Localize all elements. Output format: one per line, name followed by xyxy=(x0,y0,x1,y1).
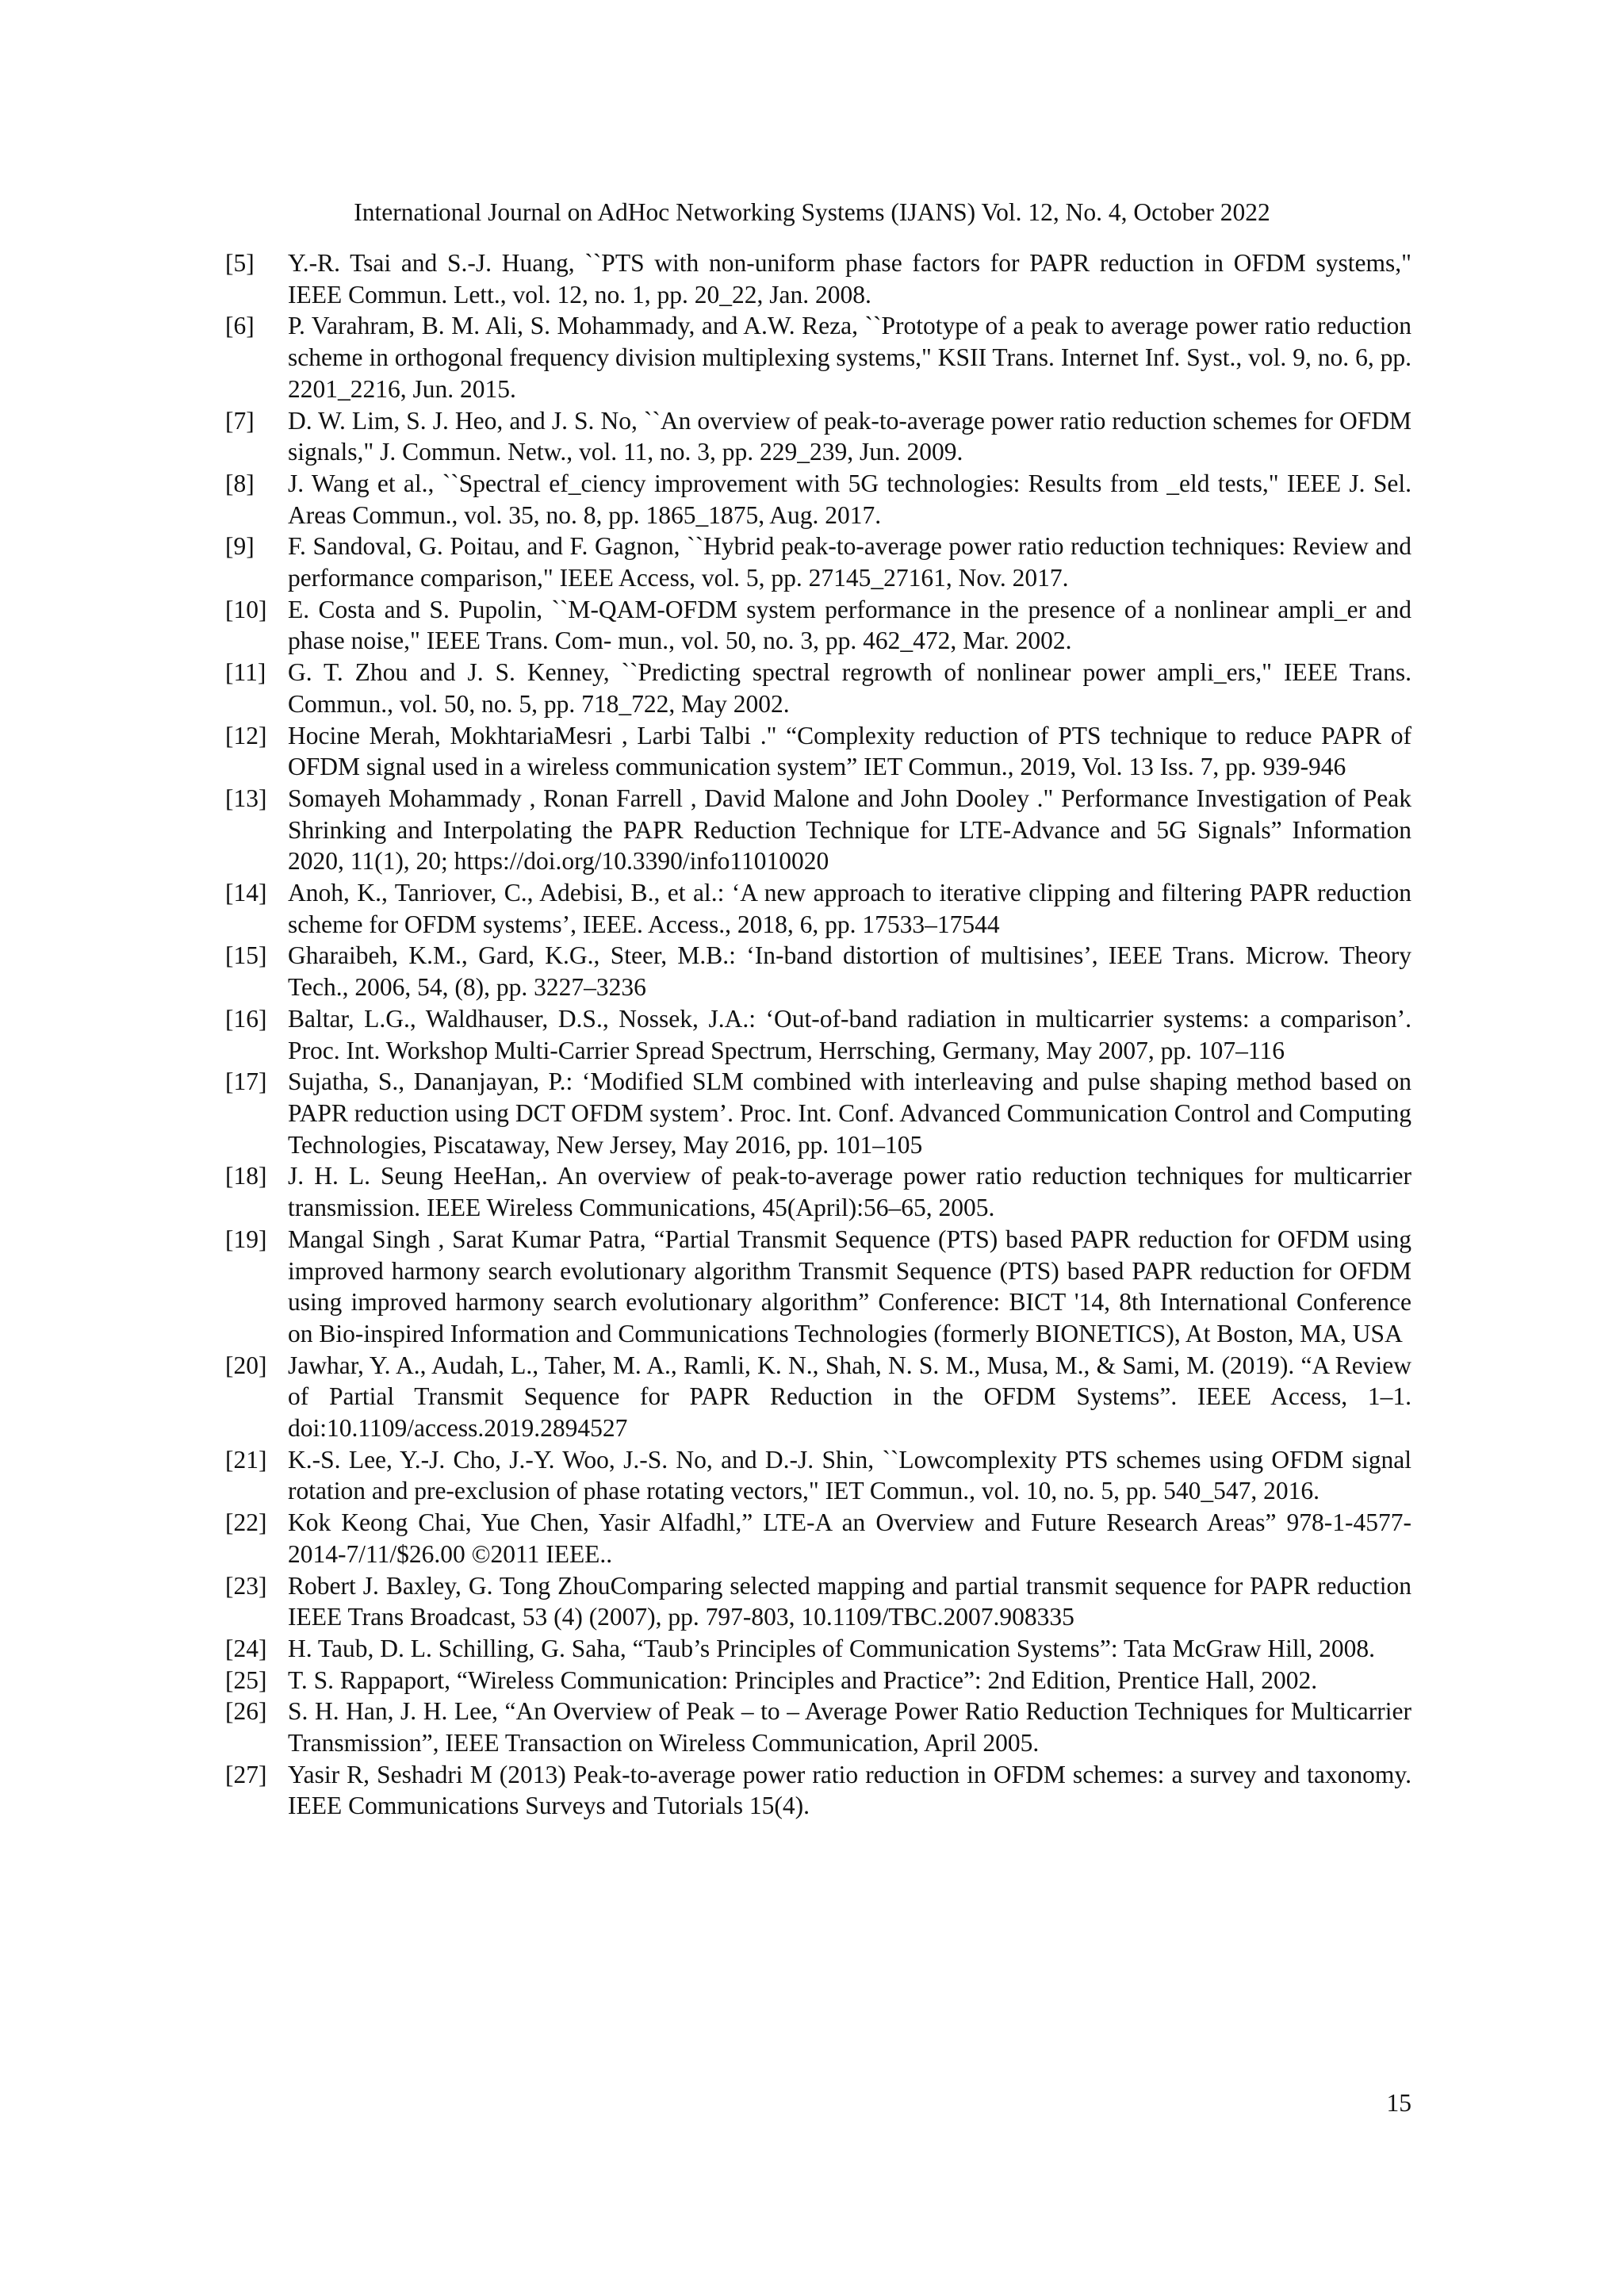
reference-item xyxy=(225,940,1411,1002)
reference-number: [5] xyxy=(225,249,255,277)
reference-item xyxy=(225,1350,1411,1444)
reference-text: Somayeh Mohammady , Ronan Farrell , David Malone and John Dooley ." Performance Investigation of Peak Shrinking and Interpolating the PAPR Reduction Technique for LTE-Advance and 5G Signals” Information 2020, 11(1), 20; https://doi.org/10.3390/info11010020 xyxy=(288,784,1411,876)
reference-item xyxy=(225,247,1411,310)
reference-item xyxy=(225,1066,1411,1160)
reference-text: Baltar, L.G., Waldhauser, D.S., Nossek, J.A.: ‘Out-of-band radiation in multicarrier systems: a comparison’. Proc. Int. Workshop Multi-Carrier Spread Spectrum, Herrsching, Germany, May 2007, pp. 107–116 xyxy=(288,1004,1411,1064)
reference-item xyxy=(225,310,1411,404)
running-header: International Journal on AdHoc Networking Systems (IJANS) Vol. 12, No. 4, October 2022 xyxy=(354,198,1270,226)
reference-item xyxy=(225,1633,1411,1665)
reference-item xyxy=(225,1444,1411,1507)
reference-number: [21] xyxy=(225,1445,267,1474)
reference-item xyxy=(225,1759,1411,1822)
reference-number: [25] xyxy=(225,1665,267,1694)
reference-text: Robert J. Baxley, G. Tong ZhouComparing selected mapping and partial transmit sequence for PAPR reduction IEEE Trans Broadcast, 53 (4) (2007), pp. 797-803, 10.1109/TBC.2007.908335 xyxy=(288,1571,1411,1631)
reference-text: Y.-R. Tsai and S.-J. Huang, ``PTS with non-uniform phase factors for PAPR reduction in OFDM systems," IEEE Commun. Lett., vol. 12, no. 1, pp. 20_22, Jan. 2008. xyxy=(288,249,1411,309)
reference-item xyxy=(225,877,1411,940)
reference-item xyxy=(225,1665,1411,1696)
reference-item xyxy=(225,1507,1411,1570)
reference-text: Jawhar, Y. A., Audah, L., Taher, M. A., Ramli, K. N., Shah, N. S. M., Musa, M., & Sami, M. (2019). “A Review of Partial Transmit Sequence for PAPR Reduction in the OFDM Systems”. IEEE Access, 1–1. doi:10.1109/access.2019.2894527 xyxy=(288,1351,1411,1443)
reference-text: J. Wang et al., ``Spectral ef_ciency improvement with 5G technologies: Results from _eld tests," IEEE J. Sel. Areas Commun., vol. 35, no. 8, pp. 1865_1875, Aug. 2017. xyxy=(288,469,1411,529)
reference-text: K.-S. Lee, Y.-J. Cho, J.-Y. Woo, J.-S. No, and D.-J. Shin, ``Lowcomplexity PTS schemes using OFDM signal rotation and pre-exclusion of phase rotating vectors," IET Commun., vol. 10, no. 5, pp. 540_547, 2016. xyxy=(288,1445,1411,1505)
reference-item xyxy=(225,468,1411,531)
reference-text: G. T. Zhou and J. S. Kenney, ``Predicting spectral regrowth of nonlinear power ampli_ers," IEEE Trans. Commun., vol. 50, no. 5, pp. 718_722, May 2002. xyxy=(288,658,1411,718)
reference-text: P. Varahram, B. M. Ali, S. Mohammady, and A.W. Reza, ``Prototype of a peak to average power ratio reduction scheme in orthogonal frequency division multiplexing systems," KSII Trans. Internet Inf. Syst., vol. 9, no. 6, pp. 2201_2216, Jun. 2015. xyxy=(288,312,1411,403)
page-number: 15 xyxy=(1386,2089,1411,2117)
reference-number: [8] xyxy=(225,469,255,497)
reference-item xyxy=(225,531,1411,593)
reference-number: [27] xyxy=(225,1760,267,1788)
reference-number: [26] xyxy=(225,1697,267,1726)
reference-item xyxy=(225,720,1411,783)
reference-number: [17] xyxy=(225,1068,267,1096)
reference-number: [6] xyxy=(225,312,255,340)
reference-number: [12] xyxy=(225,721,267,749)
reference-text: H. Taub, D. L. Schilling, G. Saha, “Taub’s Principles of Communication Systems”: Tata McGraw Hill, 2008. xyxy=(288,1634,1376,1662)
reference-text: E. Costa and S. Pupolin, ``M-QAM-OFDM system performance in the presence of a nonlinear ampli_er and phase noise," IEEE Trans. Com- mun., vol. 50, no. 3, pp. 462_472, Mar. 2002. xyxy=(288,595,1411,655)
reference-number: [7] xyxy=(225,406,255,435)
reference-text: Gharaibeh, K.M., Gard, K.G., Steer, M.B.: ‘In-band distortion of multisines’, IEEE Trans. Microw. Theory Tech., 2006, 54, (8), pp. 3227–3236 xyxy=(288,941,1411,1002)
reference-text: Sujatha, S., Dananjayan, P.: ‘Modified SLM combined with interleaving and pulse shaping method based on PAPR reduction using DCT OFDM system’. Proc. Int. Conf. Advanced Communication Control and Computing Technologies, Piscataway, New Jersey, May 2016, pp. 101–105 xyxy=(288,1068,1411,1159)
reference-text: D. W. Lim, S. J. Heo, and J. S. No, ``An overview of peak-to-average power ratio reduction schemes for OFDM signals," J. Commun. Netw., vol. 11, no. 3, pp. 229_239, Jun. 2009. xyxy=(288,406,1411,466)
reference-text: Yasir R, Seshadri M (2013) Peak-to-average power ratio reduction in OFDM schemes: a survey and taxonomy. IEEE Communications Surveys and Tutorials 15(4). xyxy=(288,1760,1411,1820)
reference-item xyxy=(225,1160,1411,1223)
reference-text: Kok Keong Chai, Yue Chen, Yasir Alfadhl,” LTE-A an Overview and Future Research Areas” 978-1-4577-2014-7/11/$26.00 ©2011 IEEE.. xyxy=(288,1508,1411,1568)
reference-number: [16] xyxy=(225,1004,267,1033)
reference-number: [9] xyxy=(225,532,255,561)
reference-text: J. H. L. Seung HeeHan,. An overview of peak-to-average power ratio reduction techniques for multicarrier transmission. IEEE Wireless Communications, 45(April):56–65, 2005. xyxy=(288,1162,1411,1222)
reference-item xyxy=(225,657,1411,719)
reference-text: Hocine Merah, MokhtariaMesri , Larbi Talbi ." “Complexity reduction of PTS technique to reduce PAPR of OFDM signal used in a wireless communication system” IET Commun., 2019, Vol. 13 Iss. 7, pp. 939-946 xyxy=(288,721,1411,781)
reference-number: [18] xyxy=(225,1162,267,1190)
reference-number: [14] xyxy=(225,879,267,907)
reference-item xyxy=(225,783,1411,877)
reference-number: [10] xyxy=(225,595,267,623)
reference-text: F. Sandoval, G. Poitau, and F. Gagnon, ``Hybrid peak-to-average power ratio reduction techniques: Review and performance comparison," IEEE Access, vol. 5, pp. 27145_27161, Nov. 2017. xyxy=(288,532,1411,592)
reference-number: [24] xyxy=(225,1634,267,1662)
reference-item xyxy=(225,1224,1411,1350)
reference-item xyxy=(225,1696,1411,1758)
reference-item xyxy=(225,405,1411,468)
reference-text: Anoh, K., Tanriover, C., Adebisi, B., et al.: ‘A new approach to iterative clipping and filtering PAPR reduction scheme for OFDM systems’, IEEE. Access., 2018, 6, pp. 17533–17544 xyxy=(288,879,1411,938)
reference-number: [20] xyxy=(225,1351,267,1379)
reference-text: T. S. Rappaport, “Wireless Communication: Principles and Practice”: 2nd Edition, Prentice Hall, 2002. xyxy=(288,1665,1318,1694)
reference-number: [22] xyxy=(225,1508,267,1537)
reference-list xyxy=(225,247,1411,1822)
reference-text: S. H. Han, J. H. Lee, “An Overview of Peak – to – Average Power Ratio Reduction Techniques for Multicarrier Transmission”, IEEE Transaction on Wireless Communication, April 2005. xyxy=(288,1697,1411,1757)
reference-item xyxy=(225,1570,1411,1633)
reference-number: [13] xyxy=(225,784,267,812)
reference-number: [15] xyxy=(225,941,267,970)
reference-number: [23] xyxy=(225,1571,267,1600)
reference-text: Mangal Singh , Sarat Kumar Patra, “Partial Transmit Sequence (PTS) based PAPR reduction for OFDM using improved harmony search evolutionary algorithm Transmit Sequence (PTS) based PAPR reduction for OFDM using improved harmony search evolutionary algorithm” Conference: BICT '14, 8th International Conference on Bio-inspired Information and Communications Technologies (formerly BIONETICS), At Boston, MA, USA xyxy=(288,1225,1411,1347)
reference-number: [11] xyxy=(225,658,266,687)
reference-item xyxy=(225,1003,1411,1066)
reference-number: [19] xyxy=(225,1225,267,1253)
reference-item xyxy=(225,594,1411,657)
